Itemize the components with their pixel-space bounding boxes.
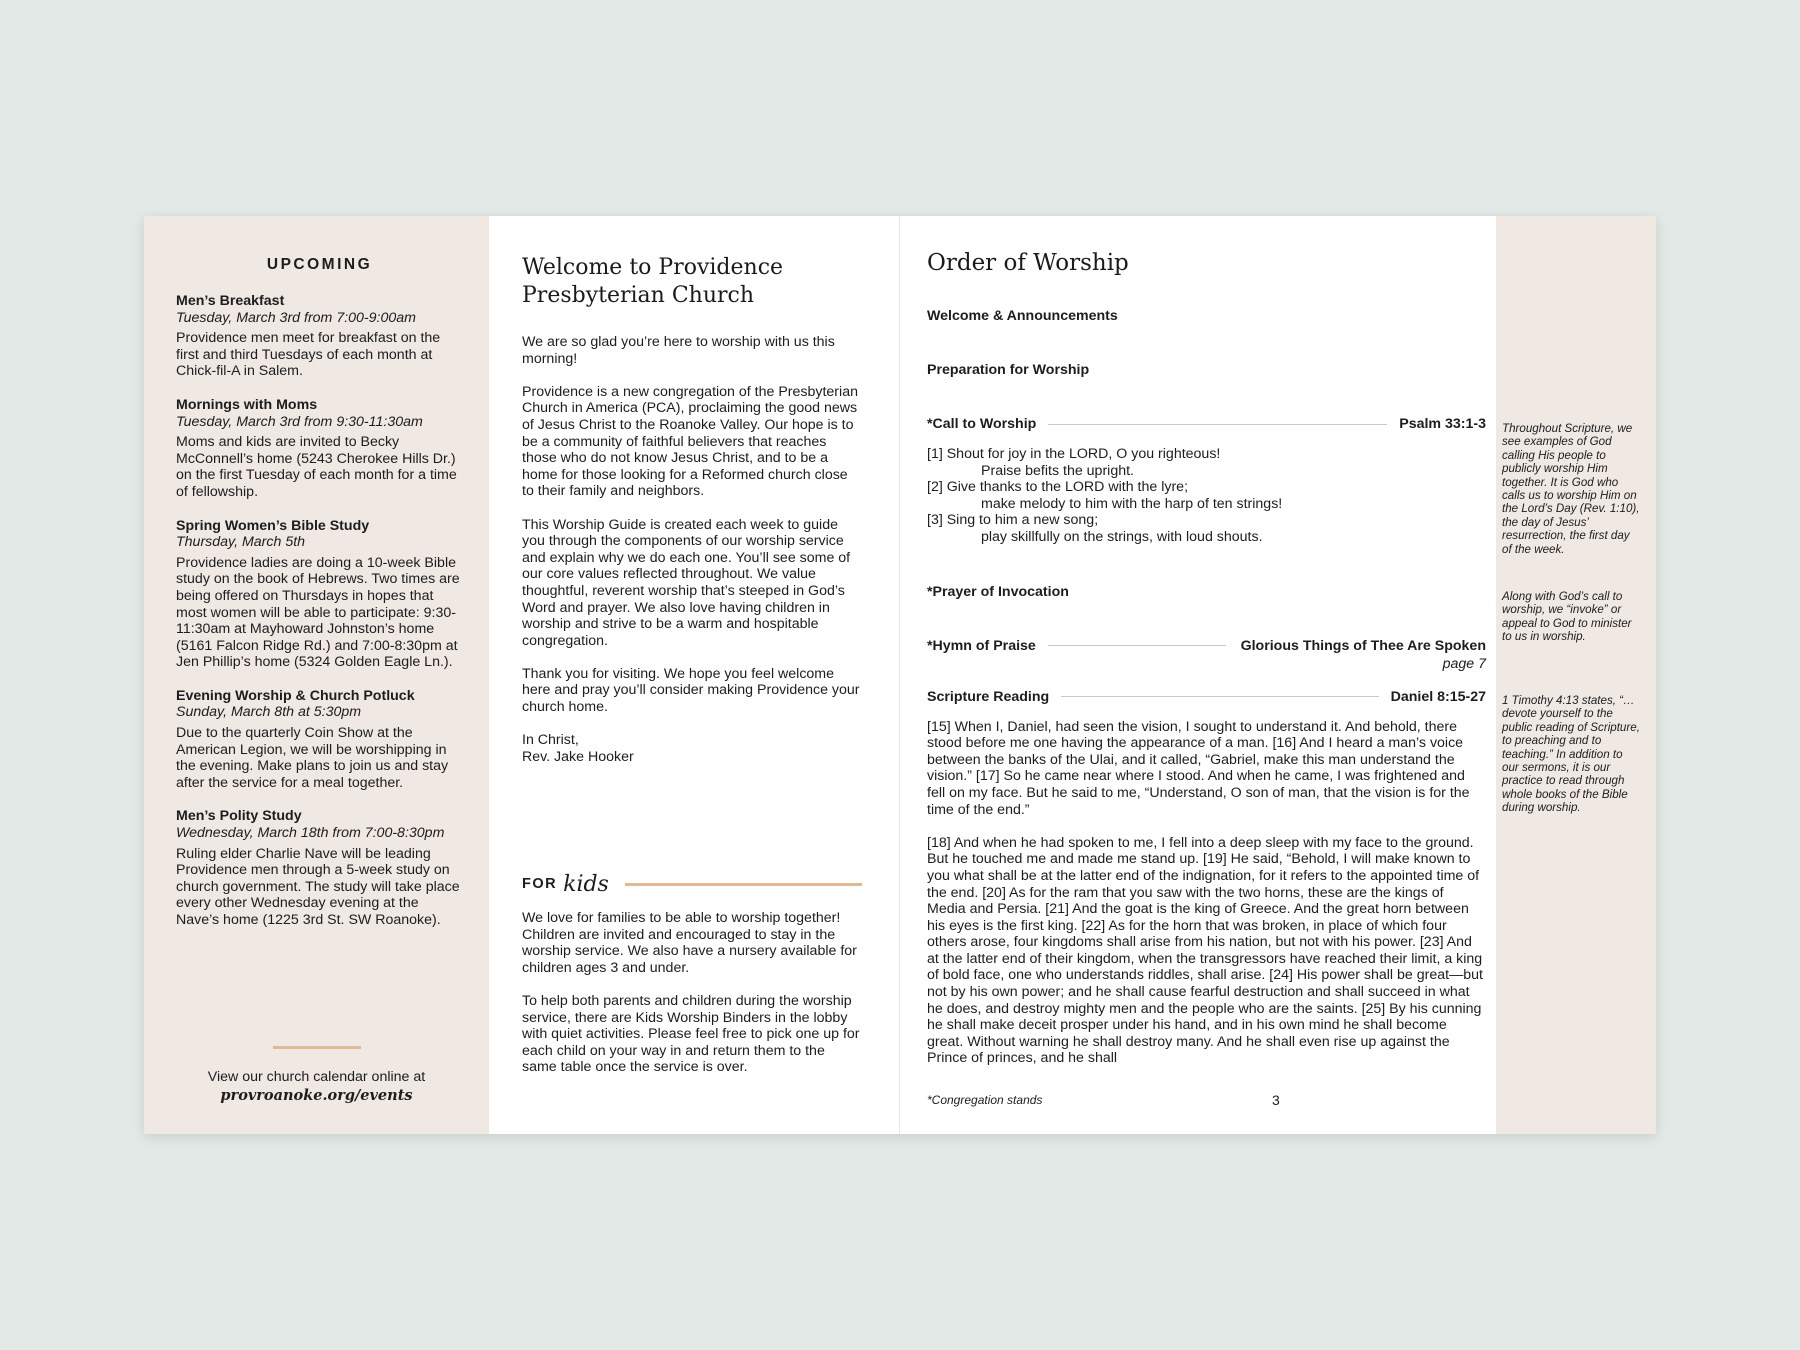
event-title: Men’s Polity Study bbox=[176, 808, 302, 825]
welcome-paragraph: We are so glad you’re here to worship with us this morning! bbox=[522, 334, 835, 367]
scripture-paragraph: [15] When I, Daniel, had seen the vision, I sought to understand it. And behold, there stood before me one having the appearance of a man. [16] And I heard a man’s voice between the banks of the Ulai, and it called, “Gabriel, make this man understand the vision.” [17] So he came near where I stood. And when he came, I was frightened and fell on my face. But he said to me, “Understand, O son of man, that the vision is for the time of the end.” bbox=[927, 718, 1470, 818]
signoff-line: In Christ, bbox=[522, 732, 579, 749]
divider bbox=[625, 883, 862, 886]
hymn-title: Glorious Things of Thee Are Spoken bbox=[1240, 637, 1486, 654]
event-description: Ruling elder Charlie Nave will be leading Providence men through a 5-week study on church government. The study will take place every other Wednesday evening at the Nave’s home (1225 3rd St. SW Roanoke). bbox=[176, 845, 460, 928]
event-description: Due to the quarterly Coin Show at the American Legion, we will be worshipping in the evening. Make plans to join us and stay after the service for a meal together. bbox=[176, 725, 449, 791]
event-description: Providence men meet for breakfast on the first and third Tuesdays of each month at Chick-fil-A in Salem. bbox=[176, 330, 441, 380]
worship-item bbox=[927, 360, 1486, 380]
welcome-title: Welcome to Providence Presbyterian Church bbox=[522, 255, 784, 308]
worship-guide-spread bbox=[144, 216, 1656, 1134]
psalm-line: play skillfully on the strings, with loud shouts. bbox=[981, 528, 1263, 545]
worship-item bbox=[927, 687, 1486, 707]
scripture-text bbox=[927, 718, 1486, 1067]
worship-item bbox=[927, 582, 1486, 602]
side-note: Along with God’s call to worship, we “invoke” or appeal to God to minister to us in worship. bbox=[1502, 590, 1632, 644]
psalm-line: Praise befits the upright. bbox=[981, 462, 1134, 479]
kids-heading bbox=[522, 867, 862, 901]
psalm-line: [2] Give thanks to the LORD with the lyre; bbox=[927, 479, 1189, 496]
event-title: Mornings with Moms bbox=[176, 396, 318, 413]
event-title: Spring Women’s Bible Study bbox=[176, 517, 370, 534]
welcome-paragraph: This Worship Guide is created each week to guide you through the components of our worship service and explain why we do each one. You’ll see some of our core values reflected throughout. We value thoughtful, reverent worship that’s steeped in God’s Word and prayer. We also love having children in worship and strive to be a warm and hospitable congregation. bbox=[522, 516, 851, 649]
worship-item-label: *Hymn of Praise bbox=[927, 637, 1036, 654]
side-notes-panel bbox=[1496, 216, 1656, 1134]
psalm-line: [3] Sing to him a new song; bbox=[927, 512, 1099, 529]
signature: Rev. Jake Hooker bbox=[522, 748, 634, 765]
page-number: 3 bbox=[1272, 1092, 1280, 1108]
worship-item-label: Welcome & Announcements bbox=[927, 308, 1118, 324]
kids-heading-for: FOR bbox=[522, 876, 558, 892]
worship-item-label: Scripture Reading bbox=[927, 688, 1050, 705]
side-note: 1 Timothy 4:13 states, “…devote yourself to the public reading of Scripture, to preaching and to teaching.” In addition to our sermons, it is our practice to read through whole books of the Bible during worship. bbox=[1502, 694, 1640, 815]
event-description: Moms and kids are invited to Becky McConnell’s home (5243 Cherokee Hills Dr.) on the first Tuesday of each month for a time of fellowship. bbox=[176, 434, 457, 500]
order-title: Order of Worship bbox=[927, 250, 1129, 276]
kids-heading-kids: kids bbox=[563, 871, 609, 897]
scripture-paragraph: [18] And when he had spoken to me, I fell into a deep sleep with my face to the ground. But he touched me and made me stand up. [19] He said, “Behold, I will make known to you what shall be at the latter end of the indignation, for it refers to the appointed time of the end. [20] As for the ram that you saw with the two horns, these are the kings of Media and Persia. [21] And the goat is the king of Greece. And the great horn between his eyes is the first king. [22] As for the horn that was broken, in place of which four others arose, four kingdoms shall arise from his nation, but not with his power. [23] And at the latter end of their kingdom, when the transgressors have reached their limit, a king of bold face, one who understands riddles, shall arise. [24] His power shall be great—but not by his own power; and he shall cause fearful destruction and shall succeed in what he does, and destroy mighty men and the people who are the saints. [25] By his cunning he shall make deceit prosper under his hand, and in his own mind he shall become great. Without warning he shall destroy many. And he shall even rise up against the Prince of princes, and he shall bbox=[927, 834, 1483, 1067]
event-date: Tuesday, March 3rd from 9:30-11:30am bbox=[176, 413, 423, 430]
calendar-text: View our church calendar online at bbox=[207, 1069, 426, 1085]
upcoming-title: UPCOMING bbox=[266, 256, 373, 273]
congregation-stands-note: *Congregation stands bbox=[927, 1093, 1043, 1107]
leader-line bbox=[1048, 645, 1226, 646]
worship-item-label: *Call to Worship bbox=[927, 416, 1037, 432]
worship-item bbox=[927, 306, 1486, 326]
divider bbox=[273, 1046, 361, 1049]
upcoming-panel bbox=[144, 216, 489, 1134]
kids-paragraph: To help both parents and children during the worship service, there are Kids Worship Binders in the lobby with quiet activities. Please feel free to pick one up for each child on your way in and return them to the same table once the service is over. bbox=[522, 992, 860, 1076]
signoff bbox=[522, 732, 861, 765]
event-item bbox=[176, 518, 463, 671]
event-description: Providence ladies are doing a 10-week Bible study on the book of Hebrews. Two times are being offered on Thursdays in hopes that most women will be able to participate: 9:30-11:30am at Mayhoward Johnston’s home (5161 Falcon Ridge Rd.) and 7:00-8:30pm at Jen Phillip’s home (5324 Golden Eagle Ln.). bbox=[176, 554, 460, 671]
side-note: Throughout Scripture, we see examples of God calling His people to publicly worship Him together. It is God who calls us to worship Him on the Lord’s Day (Rev. 1:10), the day of Jesus’ resurrection, the first day of the week. bbox=[1502, 422, 1640, 556]
worship-item bbox=[927, 414, 1486, 434]
worship-item-reference: Daniel 8:15-27 bbox=[1390, 688, 1486, 705]
welcome-panel bbox=[489, 216, 900, 1134]
kids-section bbox=[522, 910, 862, 1093]
psalm-line: [1] Shout for joy in the LORD, O you righteous! bbox=[927, 446, 1221, 462]
worship-item-label: Preparation for Worship bbox=[927, 362, 1090, 378]
welcome-paragraph: Thank you for visiting. We hope you feel welcome here and pray you’ll consider making Providence your church home. bbox=[522, 665, 860, 716]
worship-item-reference: Psalm 33:1-3 bbox=[1399, 416, 1486, 432]
worship-item-label: *Prayer of Invocation bbox=[927, 583, 1069, 600]
psalm-text bbox=[927, 446, 1486, 546]
psalm-line: make melody to him with the harp of ten strings! bbox=[981, 495, 1283, 512]
event-date: Sunday, March 8th at 5:30pm bbox=[176, 704, 362, 721]
welcome-paragraph: Providence is a new congregation of the Presbyterian Church in America (PCA), proclaiming the good news of Jesus Christ to the Roanoke Valley. Our hope is to be a community of faithful believers that reaches those who do not know Jesus Christ, and to be a home for those looking for a Reformed church close to their family and neighbors. bbox=[522, 383, 858, 500]
leader-line bbox=[1061, 696, 1378, 697]
kids-paragraph: We love for families to be able to worship together! Children are invited and encouraged to stay in the worship service. We also have a nursery available for children ages 3 and under. bbox=[522, 910, 857, 976]
hymn-page: page 7 bbox=[1442, 655, 1486, 672]
event-item bbox=[176, 808, 463, 928]
event-date: Thursday, March 5th bbox=[176, 534, 306, 551]
calendar-footer bbox=[144, 1046, 489, 1104]
order-of-worship-panel bbox=[900, 216, 1496, 1134]
worship-item bbox=[927, 636, 1486, 656]
event-title: Men’s Breakfast bbox=[176, 293, 285, 309]
event-date: Wednesday, March 18th from 7:00-8:30pm bbox=[176, 825, 445, 842]
leader-line bbox=[1048, 424, 1387, 425]
event-item bbox=[176, 397, 463, 501]
event-title: Evening Worship & Church Potluck bbox=[176, 687, 415, 704]
event-item bbox=[176, 293, 463, 380]
event-date: Tuesday, March 3rd from 7:00-9:00am bbox=[176, 309, 416, 326]
page-footer bbox=[927, 1093, 1486, 1107]
calendar-link[interactable]: provroanoke.org/events bbox=[220, 1087, 413, 1104]
event-item bbox=[176, 688, 463, 792]
